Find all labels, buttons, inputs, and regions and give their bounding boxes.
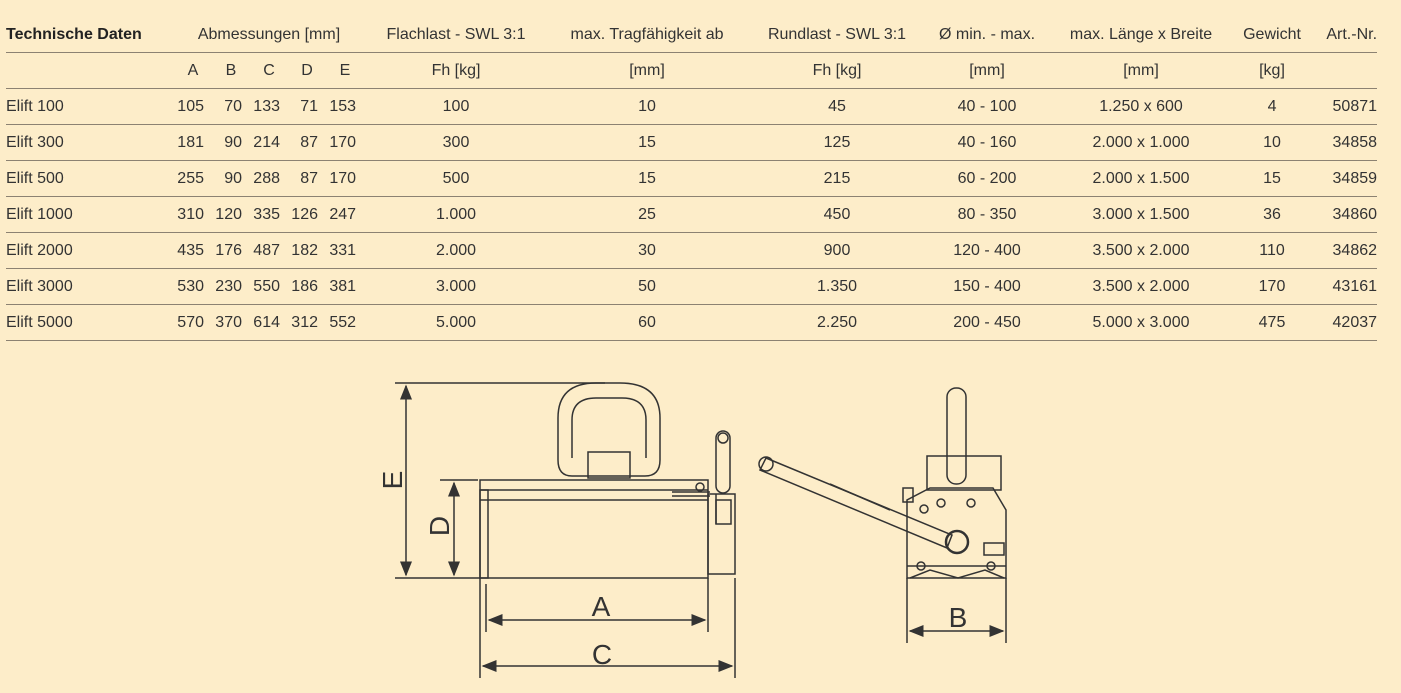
header-max-capacity: max. Tragfähigkeit ab: [548, 17, 746, 53]
header-diameter: Ø min. - max.: [928, 17, 1046, 53]
cell-art: 34858: [1308, 125, 1377, 161]
cell-c: 550: [250, 269, 288, 305]
cell-e: 170: [326, 125, 364, 161]
cell-flat: 2.000: [364, 233, 548, 269]
subheader-round-unit: Fh [kg]: [746, 53, 928, 89]
cell-flat: 1.000: [364, 197, 548, 233]
cell-d: 186: [288, 269, 326, 305]
subheader-capacity-unit: [mm]: [548, 53, 746, 89]
subheader-c: C: [250, 53, 288, 89]
cell-dia: 40 - 100: [928, 89, 1046, 125]
cell-b: 90: [212, 125, 250, 161]
table-row: [6, 305, 1377, 341]
cell-dia: 200 - 450: [928, 305, 1046, 341]
cell-thick: 15: [548, 161, 746, 197]
cell-flat: 500: [364, 161, 548, 197]
table-row: [6, 161, 1377, 197]
header-dimensions: Abmessungen [mm]: [174, 17, 364, 53]
dimension-label-c: C: [591, 639, 613, 670]
cell-round: 900: [746, 233, 928, 269]
cell-round: 2.250: [746, 305, 928, 341]
cell-art: 34862: [1308, 233, 1377, 269]
cell-art: 43161: [1308, 269, 1377, 305]
cell-weight: 36: [1236, 197, 1308, 233]
cell-thick: 60: [548, 305, 746, 341]
cell-c: 288: [250, 161, 288, 197]
subheader-size-unit: [mm]: [1046, 53, 1236, 89]
cell-d: 126: [288, 197, 326, 233]
cell-size: 2.000 x 1.000: [1046, 125, 1236, 161]
cell-a: 570: [174, 305, 212, 341]
cell-e: 170: [326, 161, 364, 197]
subheader-diameter-unit: [mm]: [928, 53, 1046, 89]
cell-flat: 100: [364, 89, 548, 125]
cell-d: 87: [288, 125, 326, 161]
cell-b: 120: [212, 197, 250, 233]
table-row: [6, 233, 1377, 269]
cell-size: 2.000 x 1.500: [1046, 161, 1236, 197]
cell-thick: 15: [548, 125, 746, 161]
subheader-empty: [6, 53, 174, 89]
cell-round: 45: [746, 89, 928, 125]
cell-art: 50871: [1308, 89, 1377, 125]
cell-c: 335: [250, 197, 288, 233]
cell-model: Elift 100: [6, 89, 174, 125]
cell-d: 312: [288, 305, 326, 341]
cell-dia: 60 - 200: [928, 161, 1046, 197]
header-article-number: Art.-Nr.: [1308, 17, 1377, 53]
cell-c: 487: [250, 233, 288, 269]
cell-e: 153: [326, 89, 364, 125]
cell-weight: 475: [1236, 305, 1308, 341]
subheader-e: E: [326, 53, 364, 89]
dimension-label-d: D: [424, 515, 455, 537]
cell-weight: 110: [1236, 233, 1308, 269]
cell-c: 614: [250, 305, 288, 341]
subheader-d: D: [288, 53, 326, 89]
cell-a: 105: [174, 89, 212, 125]
cell-dia: 40 - 160: [928, 125, 1046, 161]
cell-round: 125: [746, 125, 928, 161]
cell-size: 3.500 x 2.000: [1046, 233, 1236, 269]
cell-c: 133: [250, 89, 288, 125]
cell-thick: 50: [548, 269, 746, 305]
cell-b: 230: [212, 269, 250, 305]
table-title: Technische Daten: [6, 17, 174, 53]
cell-d: 182: [288, 233, 326, 269]
table-row: [6, 89, 1377, 125]
cell-art: 34860: [1308, 197, 1377, 233]
cell-weight: 170: [1236, 269, 1308, 305]
header-round-load: Rundlast - SWL 3:1: [746, 17, 928, 53]
cell-e: 381: [326, 269, 364, 305]
front-view-drawing: [759, 388, 1006, 643]
header-flat-load: Flachlast - SWL 3:1: [364, 17, 548, 53]
table-row: [6, 269, 1377, 305]
cell-model: Elift 3000: [6, 269, 174, 305]
dimension-label-e: E: [377, 470, 408, 490]
cell-dia: 150 - 400: [928, 269, 1046, 305]
dimension-label-a: A: [591, 591, 611, 622]
subheader-a: A: [174, 53, 212, 89]
cell-weight: 4: [1236, 89, 1308, 125]
subheader-b: B: [212, 53, 250, 89]
cell-model: Elift 5000: [6, 305, 174, 341]
cell-b: 176: [212, 233, 250, 269]
cell-size: 1.250 x 600: [1046, 89, 1236, 125]
subheader-row: [6, 53, 1377, 89]
cell-e: 247: [326, 197, 364, 233]
cell-c: 214: [250, 125, 288, 161]
subheader-art-empty: [1308, 53, 1377, 89]
cell-size: 5.000 x 3.000: [1046, 305, 1236, 341]
table-row: [6, 197, 1377, 233]
subheader-flat-unit: Fh [kg]: [364, 53, 548, 89]
cell-size: 3.500 x 2.000: [1046, 269, 1236, 305]
cell-model: Elift 1000: [6, 197, 174, 233]
cell-weight: 15: [1236, 161, 1308, 197]
cell-a: 530: [174, 269, 212, 305]
cell-model: Elift 2000: [6, 233, 174, 269]
cell-round: 1.350: [746, 269, 928, 305]
cell-e: 552: [326, 305, 364, 341]
cell-thick: 25: [548, 197, 746, 233]
cell-dia: 120 - 400: [928, 233, 1046, 269]
cell-art: 34859: [1308, 161, 1377, 197]
subheader-weight-unit: [kg]: [1236, 53, 1308, 89]
cell-d: 87: [288, 161, 326, 197]
cell-b: 90: [212, 161, 250, 197]
cell-b: 370: [212, 305, 250, 341]
cell-dia: 80 - 350: [928, 197, 1046, 233]
cell-round: 215: [746, 161, 928, 197]
technical-drawing: [0, 360, 1401, 688]
cell-a: 310: [174, 197, 212, 233]
cell-flat: 5.000: [364, 305, 548, 341]
cell-thick: 10: [548, 89, 746, 125]
cell-thick: 30: [548, 233, 746, 269]
cell-b: 70: [212, 89, 250, 125]
cell-a: 255: [174, 161, 212, 197]
cell-model: Elift 500: [6, 161, 174, 197]
cell-flat: 300: [364, 125, 548, 161]
cell-e: 331: [326, 233, 364, 269]
cell-round: 450: [746, 197, 928, 233]
cell-model: Elift 300: [6, 125, 174, 161]
cell-a: 181: [174, 125, 212, 161]
technical-data-table: [6, 17, 1377, 341]
cell-weight: 10: [1236, 125, 1308, 161]
table-row: [6, 125, 1377, 161]
cell-a: 435: [174, 233, 212, 269]
dimension-label-b: B: [948, 602, 968, 633]
header-weight: Gewicht: [1236, 17, 1308, 53]
cell-flat: 3.000: [364, 269, 548, 305]
cell-size: 3.000 x 1.500: [1046, 197, 1236, 233]
cell-art: 42037: [1308, 305, 1377, 341]
cell-d: 71: [288, 89, 326, 125]
header-row: [6, 17, 1377, 53]
header-max-size: max. Länge x Breite: [1046, 17, 1236, 53]
